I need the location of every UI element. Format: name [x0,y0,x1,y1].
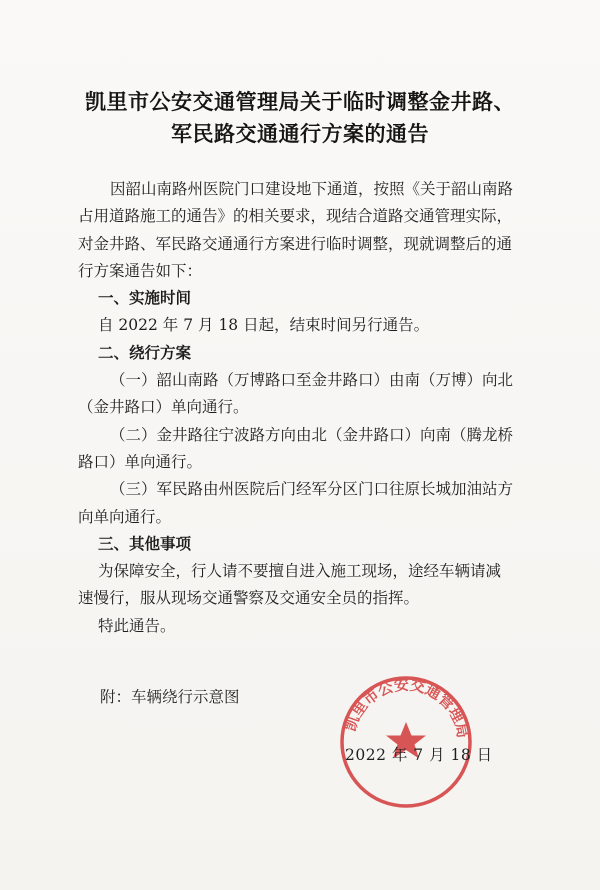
document-title-line-2: 军民路交通通行方案的通告 [171,121,429,146]
intro-line: 因韶山南路州医院门口建设地下通道，按照《关于韶山南路 [110,180,514,198]
issue-date: 2022 年 7 月 18 日 [345,746,493,764]
document-title-line-1: 凯里市公安交通管理局关于临时调整金井路、 [85,89,515,114]
seal-text: 凯里市公安交通管理局 [341,675,473,740]
other-matters-line: 为保障安全，行人请不要擅自进入施工现场，途经车辆请减 [98,562,502,581]
section-heading-other-matters: 三、其他事项 [98,534,192,553]
intro-line: 对金井路、军民路交通通行方案进行临时调整，现就调整后的通 [78,234,513,253]
detour-item-2-cont: 路口）单向通行。 [78,452,203,471]
section-heading-detour-plan: 二、绕行方案 [98,343,192,362]
other-matters-line: 速慢行，服从现场交通警察及交通安全员的指挥。 [78,589,420,608]
document-body [78,176,548,640]
section-text-implementation-time: 自 2022 年 7 月 18 日起，结束时间另行通告。 [98,316,430,335]
section-heading-implementation-time: 一、实施时间 [98,289,192,308]
intro-line: 占用道路施工的通告》的相关要求，现结合道路交通管理实际， [78,207,513,226]
detour-item-2: （二）金井路往宁波路方向由北（金井路口）向南（腾龙桥 [110,425,514,444]
detour-item-3-cont: 向单向通行。 [78,507,172,526]
closing-text: 特此通告。 [98,616,176,635]
intro-line: 行方案通告如下： [78,261,203,280]
attachment-note: 附：车辆绕行示意图 [100,688,240,706]
official-seal [336,672,476,812]
detour-item-1-cont: （金井路口）单向通行。 [78,398,249,417]
detour-item-1: （一）韶山南路（万博路口至金井路口）由南（万博）向北 [110,371,514,390]
detour-item-3: （三）军民路由州医院后门经军分区门口往原长城加油站方 [110,480,514,499]
